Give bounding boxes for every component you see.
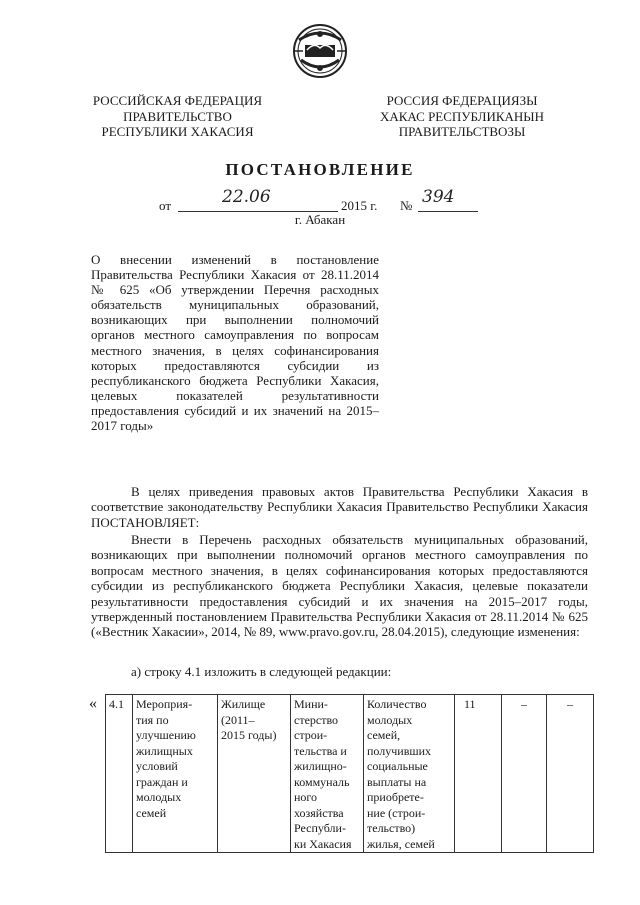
- amendment-paragraph: Внести в Перечень расходных обязательств муниципальных образований, возникающих при выполнении полномочий органов местного самоуправления по вопросам местного значения, в целях софинансирования которых предоставляются субсидии из республиканского бюджета Республики Хакасия, целевые показатели результативности предоставления субсидий и их значения на 2015–2017 годы, утвержденный постановлением Правительства Республики Хакасия от 28.11.2014 № 625 («Вестник Хакасии», 2014, № 89, www.pravo.gov.ru, 28.04.2015), следующие изменения:: [91, 532, 588, 640]
- coat-of-arms-emblem: [289, 22, 351, 80]
- opening-quote: «: [89, 695, 97, 712]
- header-right-line2: ХАКАС РЕСПУБЛИКАНЫН: [379, 108, 545, 124]
- cell-number: 4.1: [106, 695, 133, 853]
- cell-program: Жилище (2011– 2015 годы): [218, 695, 291, 853]
- cell-value-2015: 11: [455, 695, 502, 853]
- cell-value-2017: –: [547, 695, 594, 853]
- number-sign: №: [400, 198, 413, 213]
- date-year: 2015 г.: [341, 198, 378, 213]
- subitem-a: а) строку 4.1 изложить в следующей редакции:: [131, 664, 392, 679]
- document-title: ПОСТАНОВЛЕНИЕ: [225, 160, 415, 179]
- table-row: [106, 695, 594, 853]
- header-left-line2: ПРАВИТЕЛЬСТВО: [123, 108, 232, 124]
- replacement-row-table: [105, 694, 594, 853]
- date-handwritten: 22.06: [222, 187, 271, 207]
- cell-measure-name: Мероприя- тия по улучшению жилищных условий граждан и молодых семей: [133, 695, 218, 853]
- cell-value-2016: –: [502, 695, 547, 853]
- header-left-russian: [80, 93, 275, 140]
- preamble-paragraph: В целях приведения правовых актов Правительства Республики Хакасия в соответствие законодательству Республики Хакасия Правительство Республики Хакасия ПОСТАНОВЛЯЕТ:: [91, 484, 588, 530]
- cell-indicator: Количество молодых семей, получивших социальные выплаты на приобрете- ние (строи- тельство) жилья, семей: [364, 695, 455, 853]
- number-handwritten: 394: [422, 187, 455, 207]
- cell-ministry: Мини- стерство строи- тельства и жилищно- коммуналь ного хозяйства Республи- ки Хакасия: [291, 695, 364, 853]
- document-subject: О внесении изменений в постановление Правительства Республики Хакасия от 28.11.2014 № 625 «Об утверждении Перечня расходных обязательств муниципальных образований, возникающих при выполнении полномочий органов местного самоуправления по вопросам местного значения, в целях софинансирования которых предоставляются субсидии из республиканского бюджета Республики Хакасия, целевых показателей результативности предоставления субсидий и их значений на 2015–2017 годы»: [91, 252, 379, 434]
- header-left-line1: РОССИЙСКАЯ ФЕДЕРАЦИЯ: [92, 93, 263, 108]
- header-right-khakas: [362, 93, 562, 140]
- header-right-line3: ПРАВИТЕЛЬСТВОЗЫ: [398, 124, 526, 139]
- date-prefix: от: [159, 198, 172, 213]
- city: г. Абакан: [294, 212, 346, 227]
- header-right-line1: РОССИЯ ФЕДЕРАЦИЯЗЫ: [386, 93, 538, 108]
- header-left-line3: РЕСПУБЛИКИ ХАКАСИЯ: [101, 124, 254, 139]
